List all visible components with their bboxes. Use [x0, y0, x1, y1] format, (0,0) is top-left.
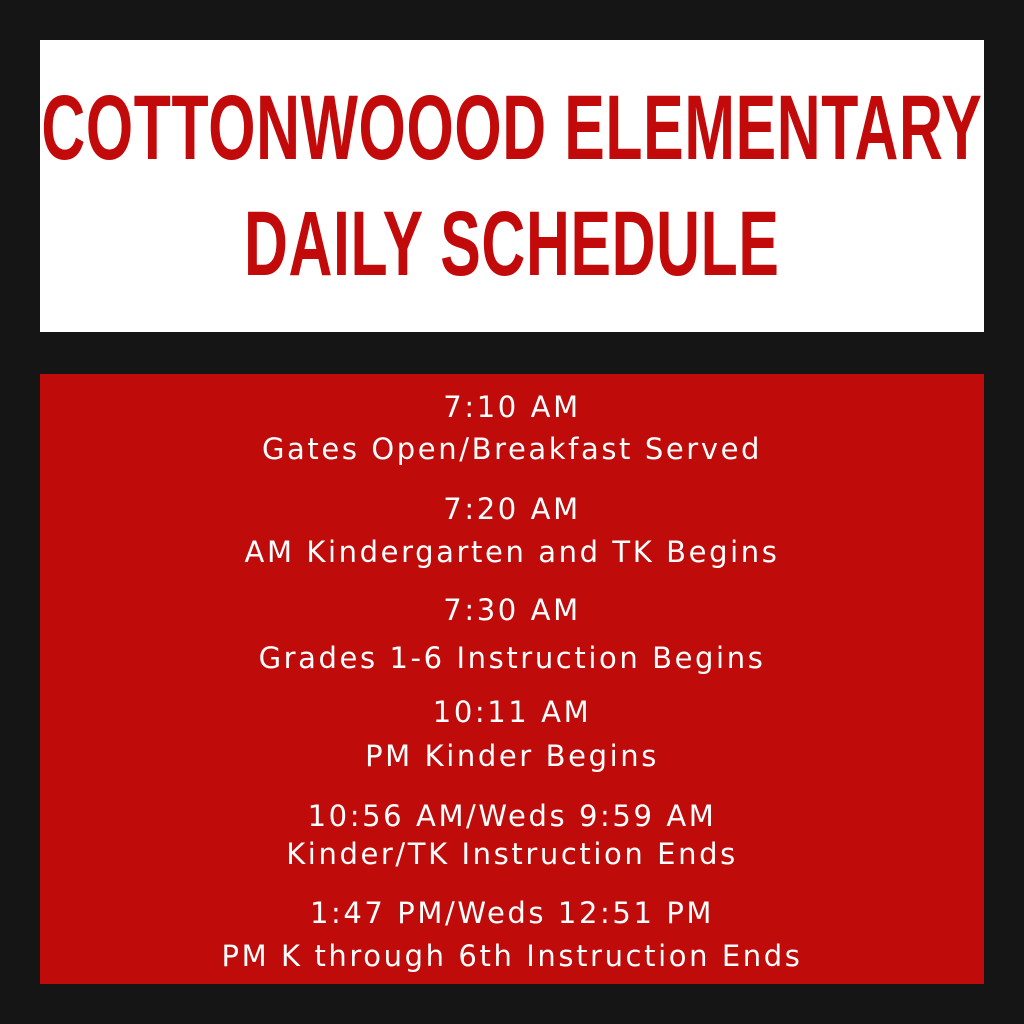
- entry-time: 1:47 PM/Weds 12:51 PM: [309, 896, 715, 930]
- schedule-panel: [40, 374, 984, 984]
- entry-time: 10:11 AM: [432, 695, 592, 729]
- schedule-subtitle: DAILY SCHEDULE: [244, 193, 780, 295]
- entry-time: 10:56 AM/Weds 9:59 AM: [307, 799, 717, 833]
- entry-event: PM K through 6th Instruction Ends: [221, 939, 803, 973]
- entry-event: Grades 1-6 Instruction Begins: [258, 641, 766, 675]
- entry-event: AM Kindergarten and TK Begins: [244, 535, 780, 569]
- entry-time: 7:20 AM: [443, 492, 581, 526]
- title-banner: [40, 40, 984, 332]
- school-name-title: COTTONWOOOD ELEMENTARY: [41, 77, 983, 179]
- entry-time: 7:30 AM: [443, 593, 581, 627]
- entry-event: PM Kinder Begins: [365, 739, 659, 773]
- entry-event: Gates Open/Breakfast Served: [261, 432, 763, 466]
- entry-event: Kinder/TK Instruction Ends: [286, 837, 738, 871]
- entry-time: 7:10 AM: [443, 390, 581, 424]
